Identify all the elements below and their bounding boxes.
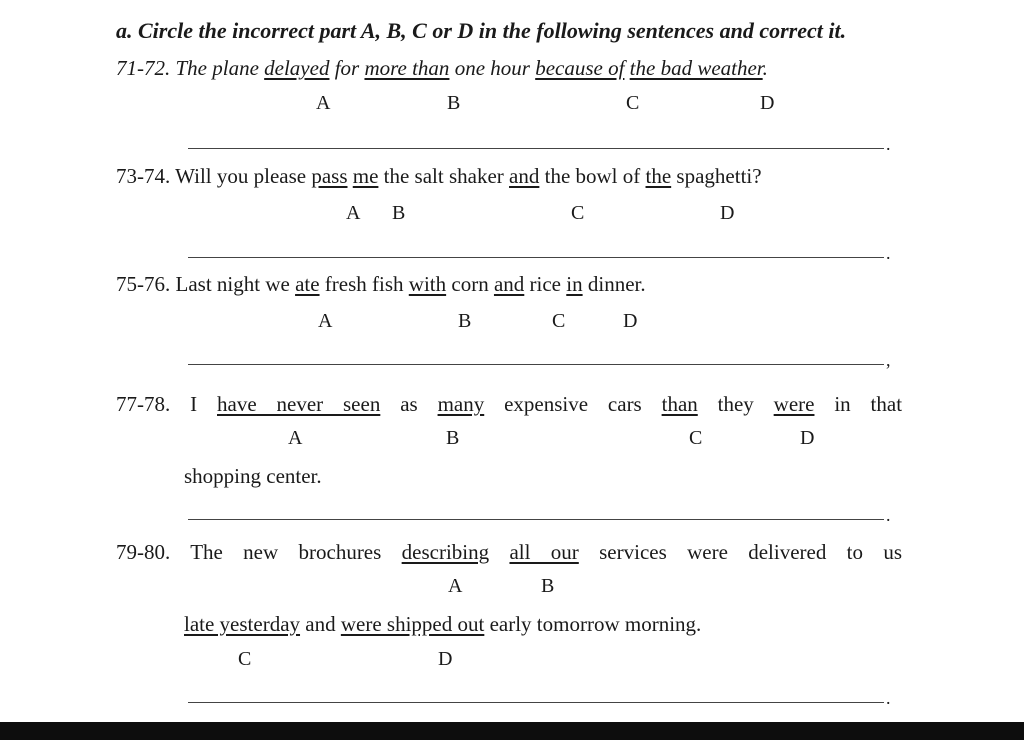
option-b-label: B: [392, 202, 406, 224]
option-c-label: C: [689, 427, 703, 449]
option-c-text[interactable]: late yesterday: [184, 612, 301, 636]
option-d-text[interactable]: the bad weather: [629, 56, 763, 80]
option-a-label: A: [316, 92, 331, 114]
option-c-label: C: [571, 202, 585, 224]
question-71-72: 71-72. The plane delayed for more than one hour because of the bad weather.: [116, 56, 768, 80]
answer-line-end: .: [886, 505, 891, 525]
option-c-label: C: [626, 92, 640, 114]
answer-line-end: .: [886, 688, 891, 708]
bottom-edge-bar: [0, 722, 1024, 740]
question-75-76: 75-76. Last night we ate fresh fish with corn and rice in dinner.: [116, 272, 646, 296]
option-b-text[interactable]: with: [408, 272, 447, 296]
option-d-text[interactable]: the: [645, 164, 672, 188]
answer-line[interactable]: [188, 519, 884, 520]
option-a-text[interactable]: delayed: [264, 56, 330, 80]
option-c-label: C: [238, 648, 252, 670]
option-a-label: A: [288, 427, 303, 449]
question-number: 79-80.: [116, 540, 171, 564]
option-d-text[interactable]: in: [566, 272, 583, 296]
option-c-label: C: [552, 310, 566, 332]
option-a-label: A: [346, 202, 361, 224]
option-d-text[interactable]: were shipped out: [340, 612, 485, 636]
option-b-text[interactable]: me: [352, 164, 379, 188]
question-number: 73-74.: [116, 164, 171, 188]
option-d-label: D: [623, 310, 638, 332]
option-c-text[interactable]: because of: [535, 56, 625, 80]
instruction-heading: a. Circle the incorrect part A, B, C or D in the following sentences and correct it.: [116, 18, 847, 43]
option-b-text[interactable]: more than: [364, 56, 450, 80]
answer-line[interactable]: [188, 364, 884, 365]
option-d-label: D: [438, 648, 453, 670]
question-number: 71-72.: [116, 56, 171, 80]
option-b-label: B: [447, 92, 461, 114]
question-79-80: 79-80. The new brochures describing all our services were delivered to us: [116, 540, 903, 564]
option-b-label: B: [458, 310, 472, 332]
question-number: 77-78.: [116, 392, 171, 416]
option-a-text[interactable]: describing: [401, 540, 490, 564]
option-a-text[interactable]: have never seen: [217, 392, 381, 416]
option-d-label: D: [800, 427, 815, 449]
option-c-text[interactable]: than: [661, 392, 698, 416]
option-a-text[interactable]: pass: [311, 164, 348, 188]
option-d-label: D: [720, 202, 735, 224]
answer-line-end: .: [886, 243, 891, 263]
option-a-label: A: [318, 310, 333, 332]
option-b-label: B: [541, 575, 555, 597]
question-73-74: 73-74. Will you please pass me the salt shaker and the bowl of the spaghetti?: [116, 164, 762, 188]
answer-line[interactable]: [188, 148, 884, 149]
option-b-text[interactable]: all our: [509, 540, 579, 564]
question-continuation: late yesterday and were shipped out early tomorrow morning.: [184, 612, 702, 636]
option-c-text[interactable]: and: [509, 164, 540, 188]
option-d-label: D: [760, 92, 775, 114]
question-number: 75-76.: [116, 272, 171, 296]
answer-line[interactable]: [188, 257, 884, 258]
option-b-label: B: [446, 427, 460, 449]
option-b-text[interactable]: many: [437, 392, 485, 416]
answer-line-end: ,: [886, 350, 891, 370]
option-a-text[interactable]: ate: [295, 272, 320, 296]
option-d-text[interactable]: were: [773, 392, 815, 416]
option-c-text[interactable]: and: [493, 272, 525, 296]
answer-line-end: .: [886, 134, 891, 154]
option-a-label: A: [448, 575, 463, 597]
answer-line[interactable]: [188, 702, 884, 703]
question-continuation: shopping center.: [184, 464, 322, 488]
question-77-78: 77-78. I have never seen as many expensive cars than they were in that: [116, 392, 903, 416]
